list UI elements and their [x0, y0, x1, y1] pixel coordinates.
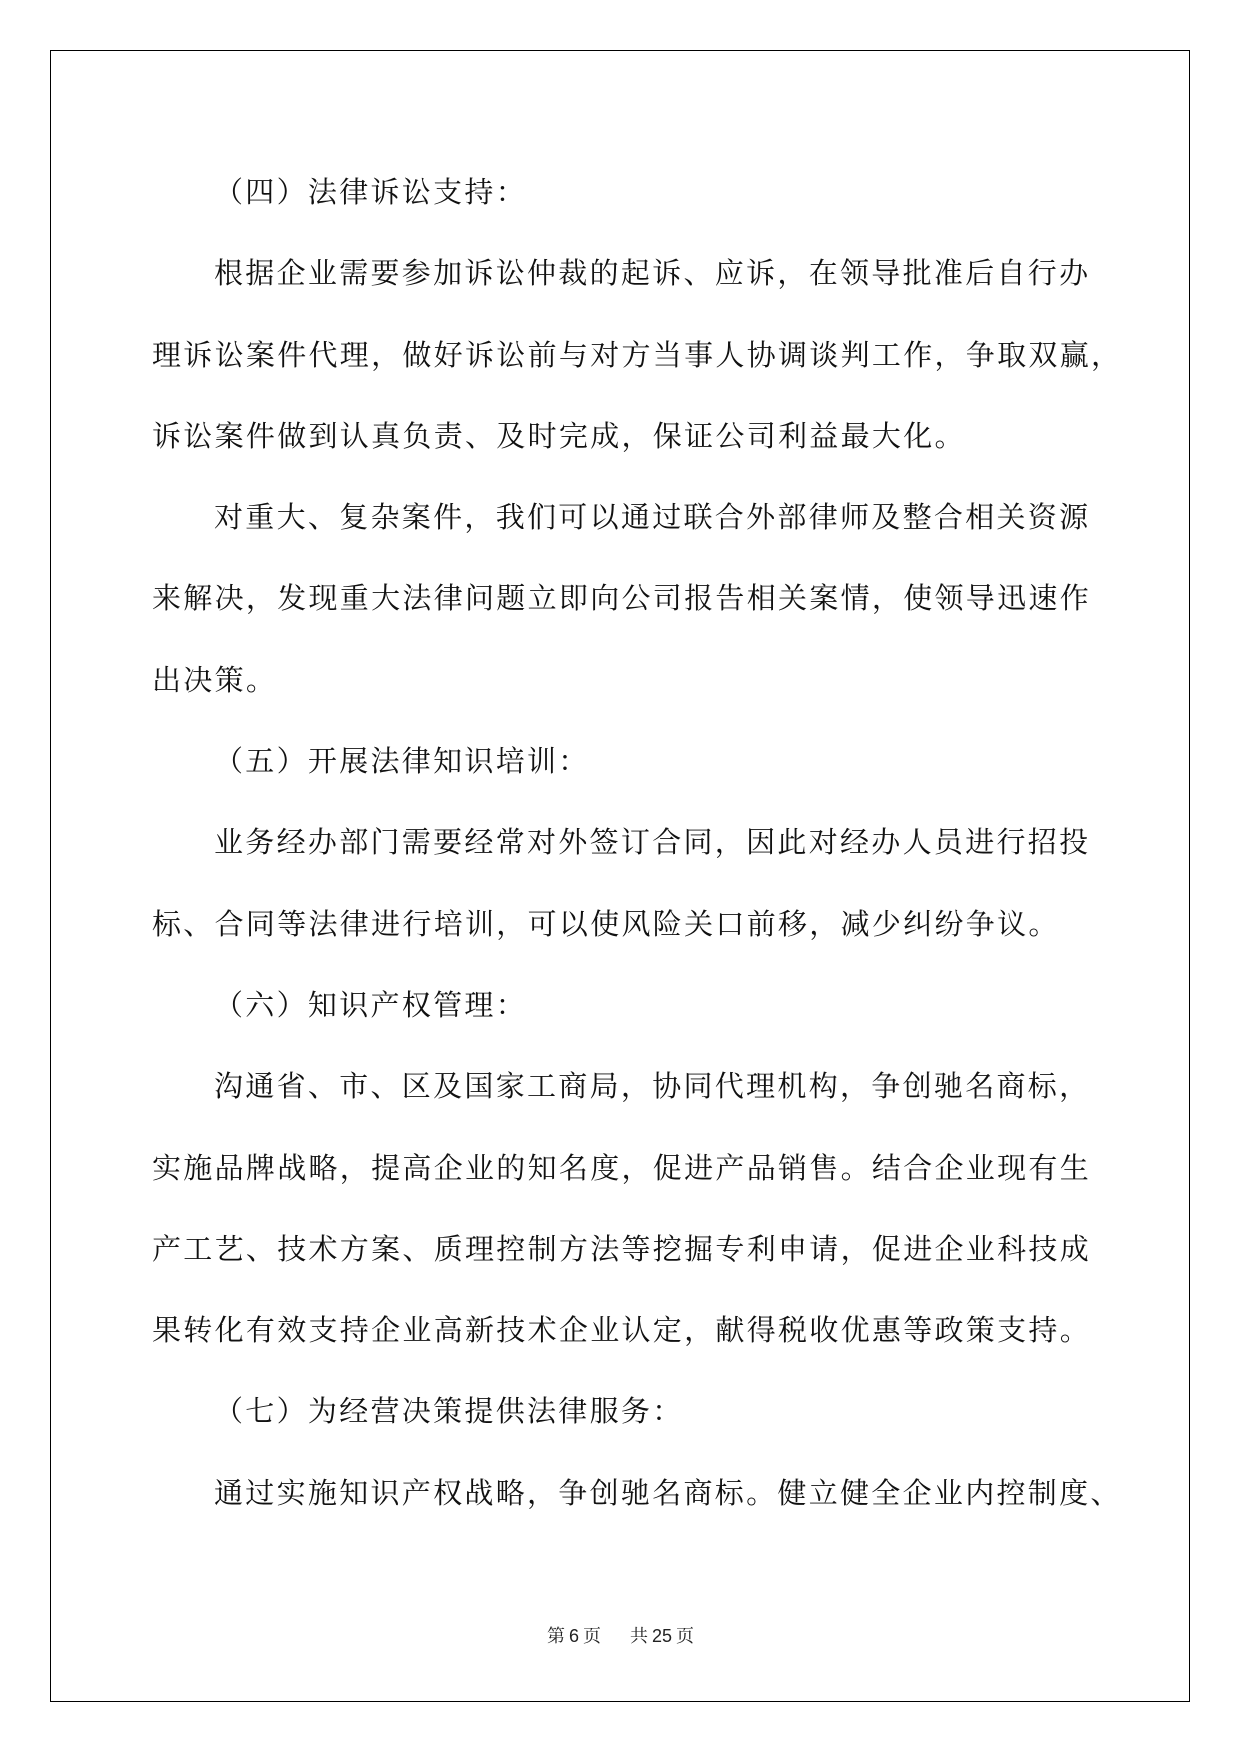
text-line: 业务经办部门需要经常对外签订合同，因此对经办人员进行招投	[214, 825, 1091, 860]
text-line: 沟通省、市、区及国家工商局，协同代理机构，争创驰名商标，	[214, 1069, 1091, 1104]
text-line: 产工艺、技术方案、质理控制方法等挖掘专利申请，促进企业科技成	[152, 1231, 1092, 1266]
page-suffix: 页	[582, 1626, 601, 1646]
text-line: （六）知识产权管理：	[214, 987, 528, 1022]
text-line: 来解决，发现重大法律问题立即向公司报告相关案情，使领导迅速作	[152, 581, 1092, 616]
page-number: 6	[568, 1626, 579, 1646]
total-suffix: 页	[676, 1626, 695, 1646]
text-line: 实施品牌战略，提高企业的知名度，促进产品销售。结合企业现有生	[152, 1150, 1092, 1185]
text-line: 果转化有效支持企业高新技术企业认定，献得税收优惠等政策支持。	[152, 1313, 1092, 1348]
text-line: （四）法律诉讼支持：	[214, 175, 528, 209]
text-line: 对重大、复杂案件，我们可以通过联合外部律师及整合相关资源	[214, 500, 1091, 535]
text-line: 出决策。	[152, 662, 278, 697]
text-line: （五）开展法律知识培训：	[214, 744, 590, 779]
page-prefix: 第	[546, 1626, 565, 1646]
page-footer	[0, 1622, 1241, 1648]
total-prefix: 共	[630, 1626, 648, 1646]
text-line: 理诉讼案件代理，做好诉讼前与对方当事人协调谈判工作，争取双赢，	[152, 337, 1123, 372]
text-line: 标、合同等法律进行培训，可以使风险关口前移，减少纠纷争议。	[152, 906, 1060, 941]
total-pages: 25	[652, 1626, 673, 1646]
text-line: 诉讼案件做到认真负责、及时完成，保证公司利益最大化。	[152, 418, 966, 453]
text-line: 根据企业需要参加诉讼仲裁的起诉、应诉，在领导批准后自行办	[214, 256, 1091, 291]
text-line: 通过实施知识产权战略，争创驰名商标。健立健全企业内控制度、	[214, 1475, 1122, 1510]
document-body	[152, 170, 1132, 1552]
text-line: （七）为经营决策提供法律服务：	[214, 1394, 684, 1429]
